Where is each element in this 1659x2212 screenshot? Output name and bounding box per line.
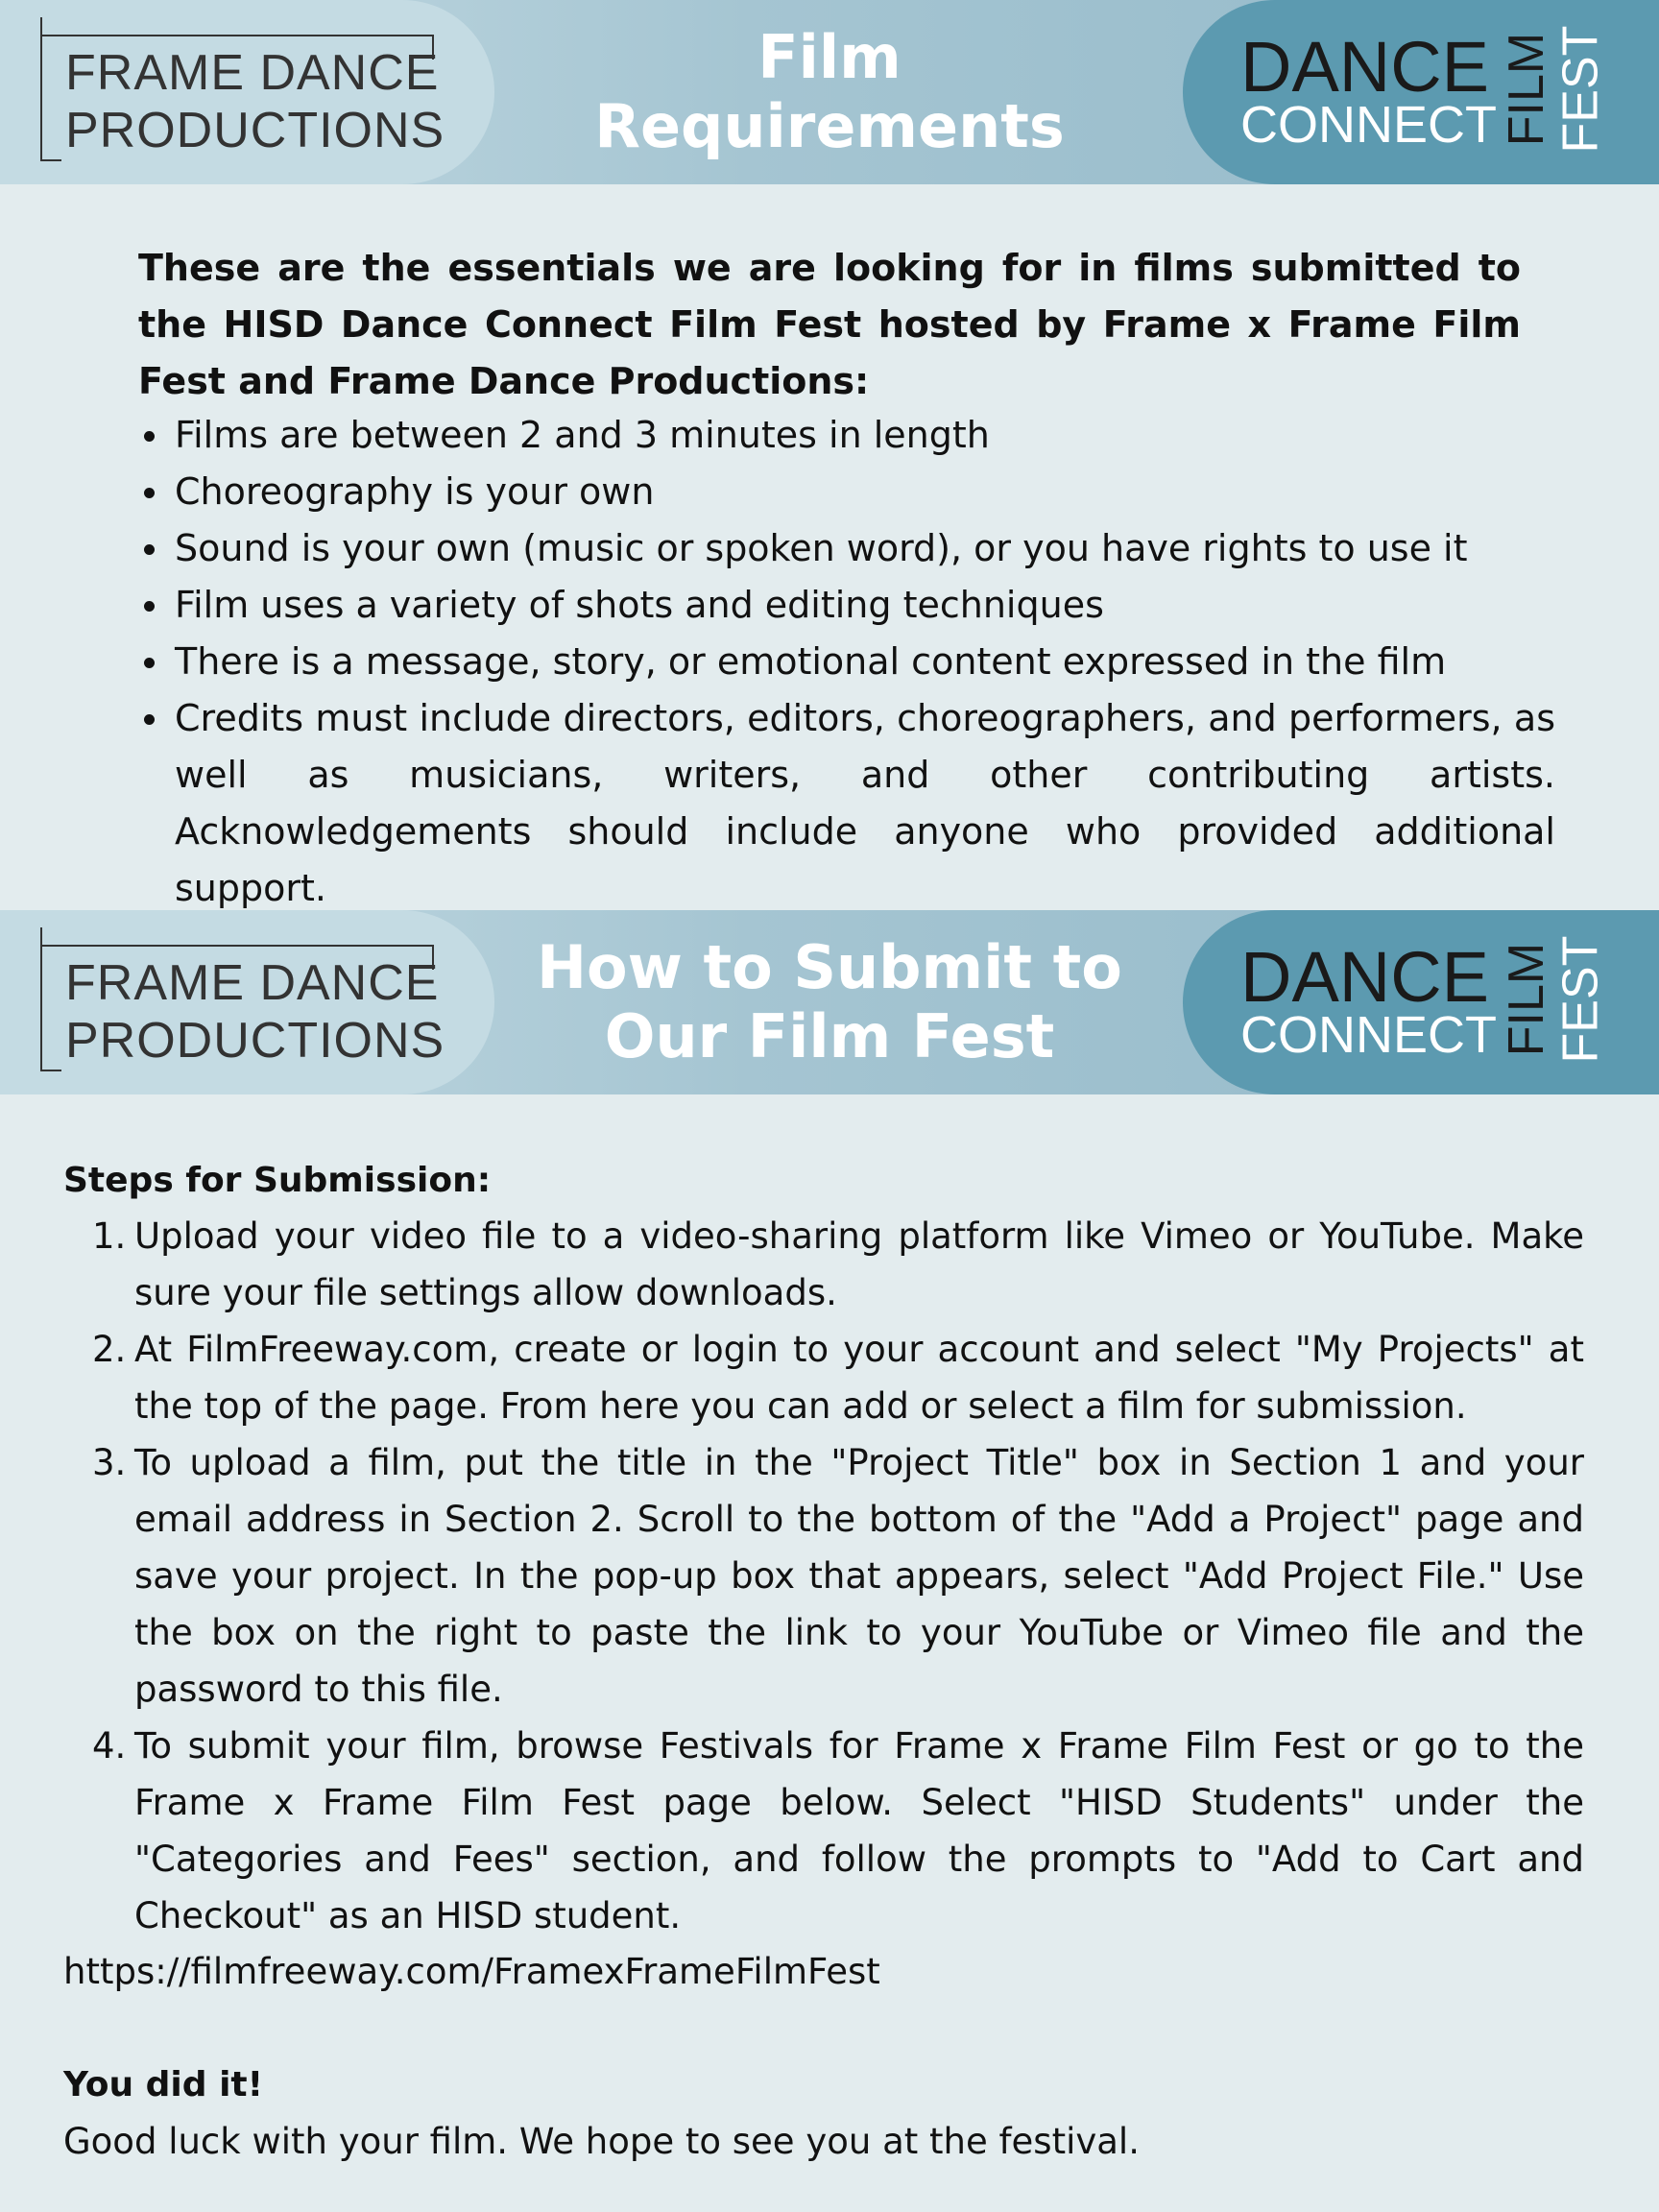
step-text: At FilmFreeway.com, create or login to your account and select "My Projects" at the top of the page. From here you can add or select a film for submission. (134, 1329, 1584, 1427)
section-title-line2: Our Film Fest (604, 1001, 1055, 1071)
frame-dance-productions-logo (40, 927, 445, 1071)
section-title (509, 910, 1150, 1094)
section-title-line2: Requirements (594, 91, 1065, 161)
logo-text-productions: PRODUCTIONS (65, 103, 445, 158)
logo-text-fest: FEST (1552, 25, 1608, 154)
step-text: To submit your film, browse Festivals for Frame x Frame Film Fest or go to the Frame x Frame Film Fest page below. Select "HISD Students" under the "Categories and Fees" section, and follow the prompts to "Add to Cart and Checkout" as an HISD student. (134, 1725, 1584, 1936)
step-text: To upload a film, put the title in the "Project Title" box in Section 1 and your email address in Section 2. Scroll to the bottom of the "Add a Project" page and save your project. In the pop-up box that appears, select "Add Project File." Use the box on the right to paste the link to your YouTube or Vimeo file and the password to this file. (134, 1442, 1584, 1710)
logo-text-film: FILM (1499, 32, 1555, 147)
list-item: There is a message, story, or emotional content expressed in the film (138, 634, 1555, 690)
list-item: Films are between 2 and 3 minutes in length (138, 407, 1555, 464)
logo-text-dance: DANCE (1240, 27, 1490, 107)
logo-text-frame-dance: FRAME DANCE (65, 955, 440, 1011)
steps-list (63, 1208, 1584, 1944)
step-text: Upload your video file to a video-sharing platform like Vimeo or YouTube. Make sure your file settings allow downloads. (134, 1215, 1584, 1313)
logo-text-dance: DANCE (1240, 937, 1490, 1017)
list-item: Credits must include directors, editors, choreographers, and performers, as well as musicians, writers, and other contributing artists. Acknowledgements should include anyone who provided additional support. (138, 690, 1555, 917)
logo-text-fest: FEST (1552, 935, 1608, 1064)
steps-heading: Steps for Submission: (63, 1161, 492, 1200)
requirements-list (138, 407, 1555, 917)
how-to-submit-banner (0, 910, 1659, 1094)
list-item: Choreography is your own (138, 464, 1555, 520)
dance-connect-film-fest-logo (1240, 25, 1624, 163)
intro-paragraph: These are the essentials we are looking for in films submitted to the HISD Dance Connect Film Fest hosted by Frame x Frame Film Fest and Frame Dance Productions: (138, 247, 1521, 402)
closing-heading: You did it! (63, 2065, 264, 2104)
step-number: 3. (92, 1442, 127, 1483)
logo-text-film: FILM (1499, 942, 1555, 1057)
step-number: 2. (92, 1329, 127, 1370)
film-requirements-banner (0, 0, 1659, 184)
step-number: 1. (92, 1215, 127, 1257)
section-title-line1: How to Submit to (537, 932, 1122, 1002)
section-title-line1: Film (757, 22, 902, 92)
logo-text-connect: CONNECT (1240, 96, 1497, 154)
frame-dance-productions-logo (40, 17, 445, 161)
list-item (63, 1434, 1584, 1718)
list-item: Sound is your own (music or spoken word), or you have rights to use it (138, 520, 1555, 577)
logo-text-productions: PRODUCTIONS (65, 1013, 445, 1069)
dance-connect-film-fest-logo (1240, 935, 1624, 1073)
list-item (63, 1208, 1584, 1321)
list-item: Film uses a variety of shots and editing techniques (138, 577, 1555, 634)
list-item (63, 1321, 1584, 1434)
section-title (509, 0, 1150, 184)
logo-text-connect: CONNECT (1240, 1006, 1497, 1064)
closing-text: Good luck with your film. We hope to see you at the festival. (63, 2121, 1140, 2162)
filmfreeway-url[interactable]: https://filmfreeway.com/FramexFrameFilmFest (63, 1951, 880, 1992)
logo-text-frame-dance: FRAME DANCE (65, 45, 440, 101)
list-item (63, 1718, 1584, 1944)
step-number: 4. (92, 1725, 127, 1767)
